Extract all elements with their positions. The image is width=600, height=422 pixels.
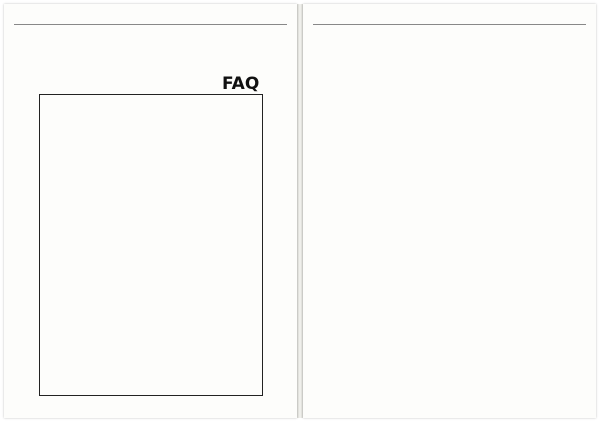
right-body-text [317, 64, 539, 382]
left-page [4, 4, 297, 418]
faq-box-text [46, 101, 256, 389]
right-page [303, 4, 596, 418]
left-header-rule [14, 24, 287, 25]
faq-box [39, 94, 263, 396]
right-header-rule [313, 24, 586, 25]
faq-title: FAQ [222, 74, 260, 94]
